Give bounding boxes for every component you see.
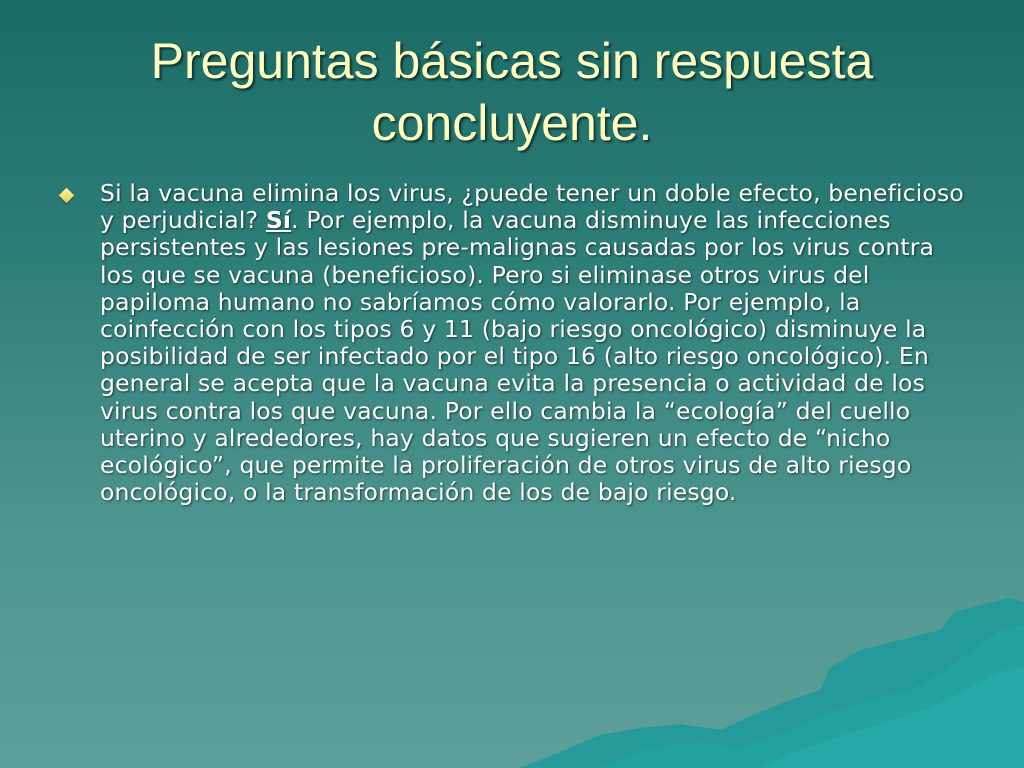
bullet-emphasis: Sí	[265, 206, 292, 235]
bullet-text-before: Si la vacuna elimina los virus, ¿puede tener un doble efecto, beneficioso y perjudicial?	[100, 179, 964, 235]
bullet-item	[58, 180, 968, 506]
bullet-list	[58, 180, 968, 506]
bullet-text	[100, 180, 968, 506]
diamond-bullet-icon	[58, 187, 74, 203]
bullet-text-after: . Por ejemplo, la vacuna disminuye las infecciones persistentes y las lesiones pre-malignas causadas por los virus contra los que se vacuna (beneficioso). Pero si eliminase otros virus del papiloma humano no sabríamos cómo valorarlo. Por ejemplo, la coinfección con los tipos 6 y 11 (bajo riesgo oncológico) disminuye la posibilidad de ser infectado por el tipo 16 (alto riesgo oncológico). En general se acepta que la vacuna evita la presencia o actividad de los virus contra los que vacuna. Por ello cambia la “ecología” del cuello uterino y alrededores, hay datos que sugieren un efecto de “nicho ecológico”, que permite la proliferación de otros virus de alto riesgo oncológico, o la transformación de los de bajo riesgo.	[100, 206, 935, 507]
slide-title: Preguntas básicas sin respuesta concluyente.	[150, 33, 874, 151]
